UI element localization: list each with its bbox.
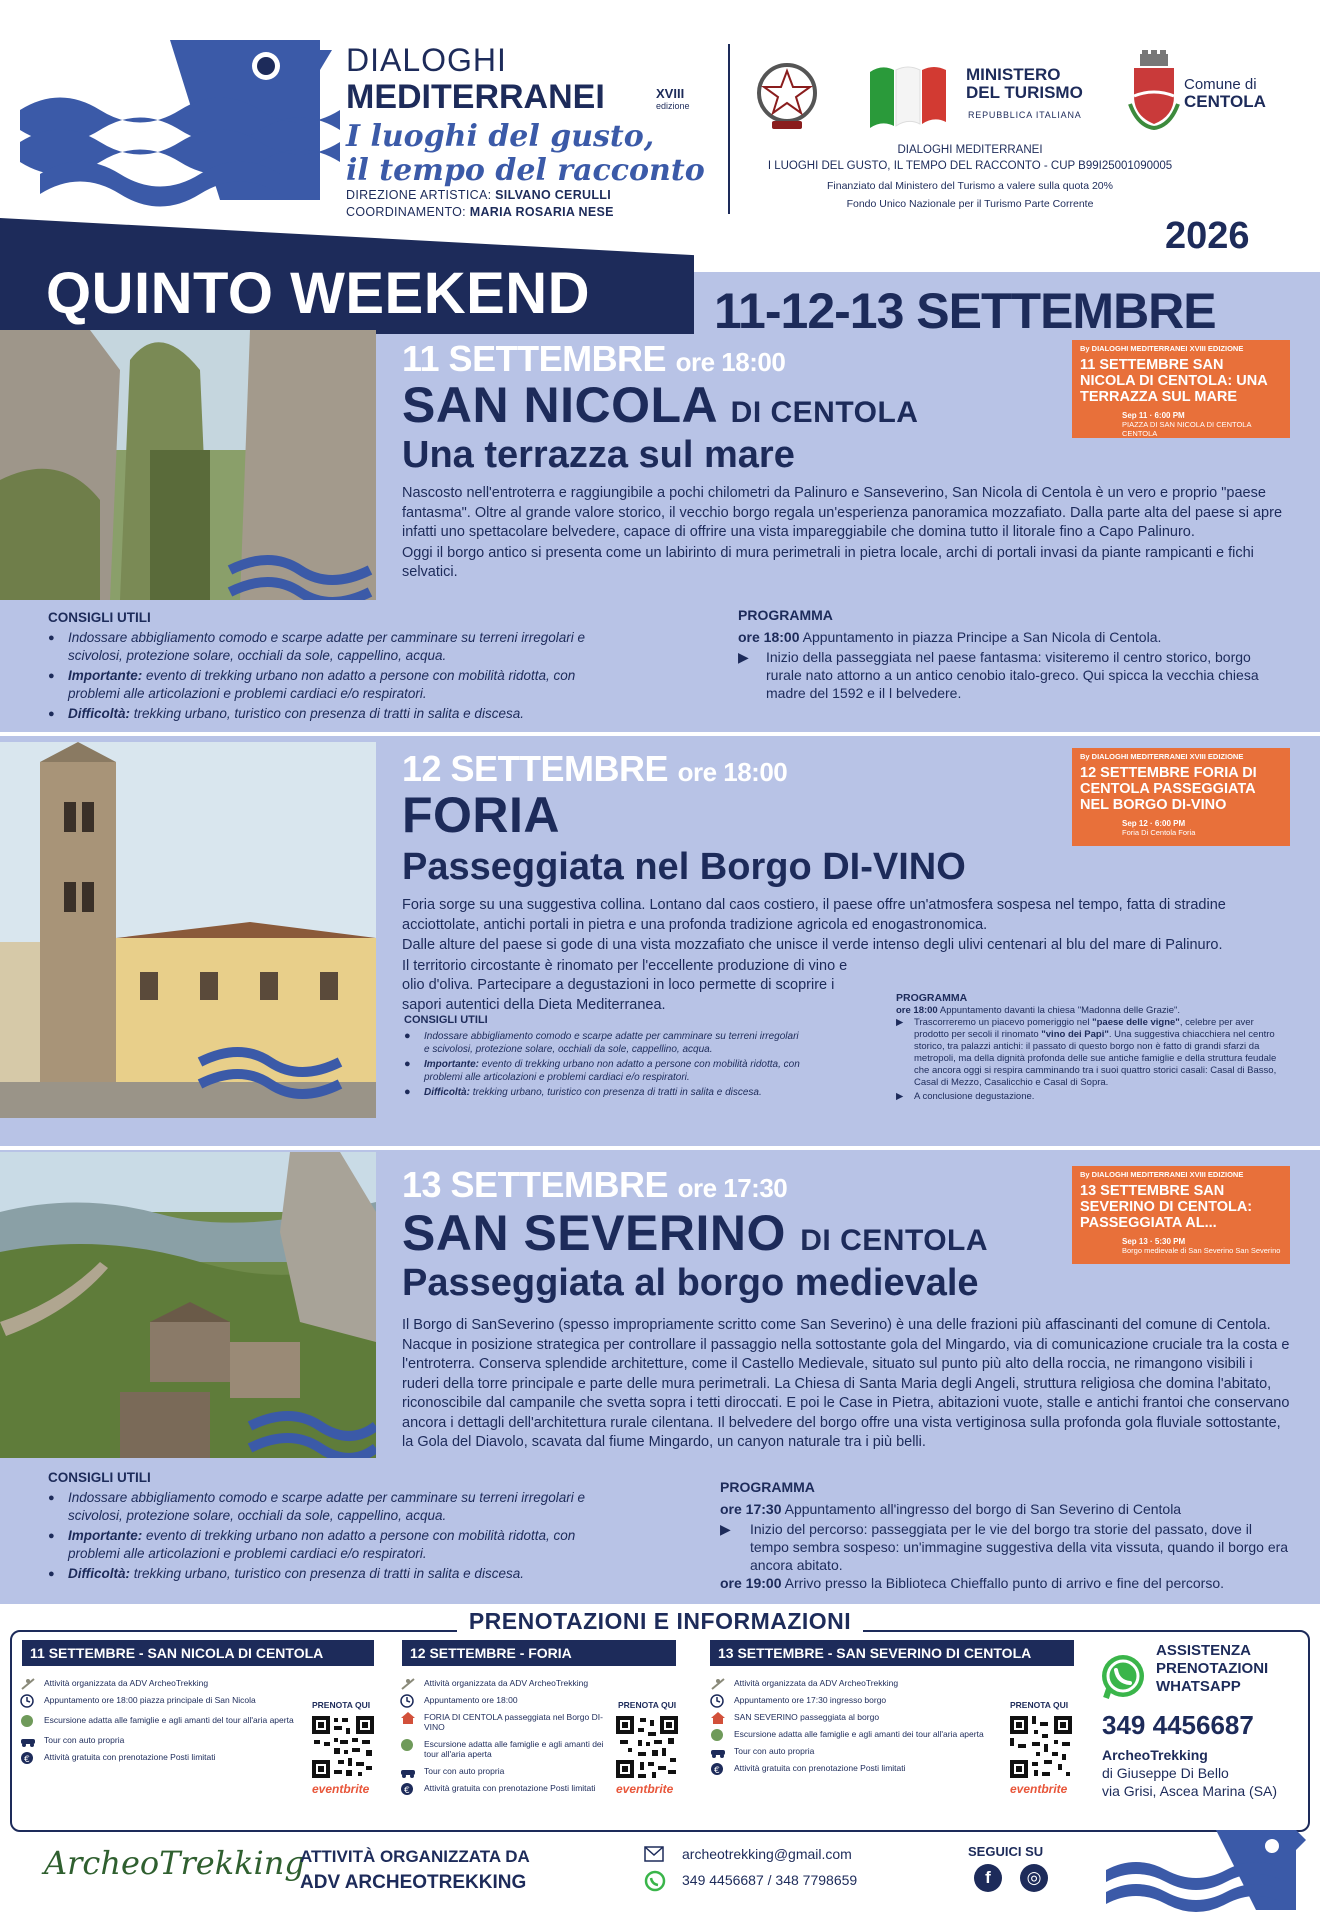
san-severino-date-text: 13 SETTEMBRE <box>402 1164 669 1205</box>
program-end-line <box>720 1574 1290 1592</box>
svg-text:€: € <box>714 1766 720 1776</box>
san-nicola-title-suffix: DI CENTOLA <box>730 396 919 429</box>
booking-item: Tour con auto propria <box>20 1735 302 1745</box>
clock-icon <box>400 1694 416 1708</box>
san-nicola-title-main: SAN NICOLA <box>402 377 717 433</box>
tips-title: CONSIGLI UTILI <box>48 1470 151 1485</box>
program-step: ▶ Inizio del percorso: passeggiata per le vie del borgo tra storie del passato, dove il tempo sembra sospeso: un'immagine suggestiva della vita vissuta, quando il borgo era ancora abitato. <box>720 1521 1289 1573</box>
italian-republic-emblem-icon <box>752 55 822 135</box>
ministry-line2: DEL TURISMO <box>966 83 1083 102</box>
booking-column-list <box>20 1678 302 1769</box>
follow-us-label: SEGUICI SU <box>968 1844 1044 1859</box>
qr-code-icon[interactable] <box>614 1714 680 1780</box>
artistic-direction-name: SILVANO CERULLI <box>495 188 611 202</box>
san-severino-description <box>402 1316 1290 1454</box>
event-card-title: 13 SETTEMBRE SAN SEVERINO DI CENTOLA: PASSEGGIATA AL... <box>1080 1183 1253 1231</box>
qr-code-icon[interactable] <box>310 1714 376 1780</box>
edition-numeral: XVIII <box>656 86 685 101</box>
booking-column-head: 13 SETTEMBRE - SAN SEVERINO DI CENTOLA <box>710 1640 1074 1666</box>
program-time: ore 17:30 <box>720 1501 782 1517</box>
whatsapp-icon <box>644 1870 666 1892</box>
event-card-datetime: Sep 11 · 6:00 PM <box>1122 411 1185 420</box>
booking-item: Escursione adatta alle famiglie e agli amanti dei tour all'aria aperta <box>710 1729 1000 1739</box>
program-time: ore 18:00 <box>896 1005 938 1016</box>
event-card-datetime: Sep 12 · 6:00 PM <box>1122 819 1186 828</box>
tips-list <box>48 629 628 723</box>
whatsapp-icon[interactable] <box>1098 1652 1148 1702</box>
car-icon <box>20 1734 36 1748</box>
booking-item: FORIA DI CENTOLA passeggiata nel Borgo DI-VINO <box>400 1712 608 1732</box>
artistic-direction <box>346 188 611 202</box>
ministry-name <box>966 66 1083 102</box>
foria-time: ore 18:00 <box>677 757 788 787</box>
san-severino-program <box>720 1478 1290 1592</box>
description-paragraph: Oggi il borgo antico si presenta come un labirinto di mura perimetrali in pietra locale, archi di portali invasi da piante rampicanti e fichi selvatici. <box>402 544 1254 580</box>
booking-column-head: 11 SETTEMBRE - SAN NICOLA DI CENTOLA <box>22 1640 374 1666</box>
festival-logo-waves <box>20 30 340 210</box>
ministry-line1: MINISTERO <box>966 65 1061 84</box>
arrow-right-icon: ▶ <box>738 649 749 665</box>
euro-icon <box>710 1762 726 1776</box>
hiker-icon <box>710 1677 726 1691</box>
event-card-location: PIAZZA DI SAN NICOLA DI CENTOLA CENTOLA <box>1122 420 1252 438</box>
funding-line3: Finanziato dal Ministero del Turismo a valere sulla quota 20% <box>827 180 1113 192</box>
funding-line1: DIALOGHI MEDITERRANEI <box>897 144 1043 156</box>
program-end-time: ore 19:00 <box>720 1575 782 1591</box>
san-nicola-time: ore 18:00 <box>675 347 786 377</box>
tip-item: ● Importante: evento di trekking urbano non adatto a persone con mobilità ridotta, con problemi alle articolazioni e problemi cardiaci e/o respiratori. <box>404 1058 804 1084</box>
booking-item: Tour con auto propria <box>710 1746 1000 1756</box>
foria-program <box>896 992 1290 1103</box>
coordination <box>346 205 614 219</box>
event-card-organizer: By DIALOGHI MEDITERRANEI XVIII EDIZIONE <box>1080 752 1244 761</box>
tagline-line2: il tempo del racconto <box>346 153 705 188</box>
eventbrite-brand: eventbrite <box>616 1782 674 1796</box>
program-first-text: Appuntamento davanti la chiesa "Madonna delle Grazie". <box>939 1005 1181 1016</box>
clock-icon <box>20 1694 36 1708</box>
edition-year: 2026 <box>1165 215 1250 257</box>
program-time: ore 18:00 <box>738 629 800 645</box>
weekend-dates: 11-12-13 SETTEMBRE <box>714 283 1216 339</box>
comune-label <box>1184 76 1266 111</box>
svg-text:€: € <box>404 1786 410 1796</box>
hiker-icon <box>400 1677 416 1691</box>
tip-item: ● Indossare abbigliamento comodo e scarpe adatte per camminare su terreni irregolari e scivolosi, protezione solare, occhiali da sole, cappellino, acqua. <box>404 1030 804 1056</box>
edition-word: edizione <box>656 101 690 111</box>
event-card-datetime: Sep 13 · 5:30 PM <box>1122 1237 1186 1246</box>
italian-flag-icon <box>868 60 948 130</box>
qr-label: PRENOTA QUI <box>618 1700 677 1710</box>
description-paragraph: Il Borgo di SanSeverino (spesso impropriamente scritto come San Severino) è una delle frazioni più affascinanti del comune di Centola. Nacque in posizione strategica per controllare il passaggio nella sottostante gola del Mingardo, via di comunicazione cruciale tra la costa e l'entroterra. Conserva splendide architetture, come il Castello Medievale, situato sul punto più alto della roccia, ne rimangono visibili i ruderi della torre principale e parte delle mura perimetrali. La Chiesa di Santa Maria degli Angeli, struttura religiosa che domina l'abitato, riconoscibile dal campanile che svetta sopra i tetti diroccati. E poi le Case in Pietra, abitazioni vuote, stalle e antichi frantoi che conservano ancora i dettagli dell'architettura rurale cilentana. Il belvedere del borgo offre una vista vertiginosa sulla profonda gola fluviale sottostante, la Gola del Diavolo, scavata dal fiume Mingardo, un canyon naturale tra i più belli. <box>402 1317 1290 1450</box>
funding-line4: Fondo Unico Nazionale per il Turismo Parte Corrente <box>846 198 1094 210</box>
header-divider <box>728 44 730 214</box>
artistic-direction-label: DIREZIONE ARTISTICA: <box>346 188 492 202</box>
program-step: ▶ Trascorreremo un piacevo pomeriggio nel "paese delle vigne", celebre per aver prodotto per secoli il rinomato "vino dei Papi". Una suggestiva chiacchiera nel centro storico, tra palazzi antichi: il passato di questo borgo non è fatto di grandi sfarzi da metropoli, ma della dignità profonda delle sue antiche famiglie e della struttura feudale che ancora oggi si respira camminando tra i suoi quattro storici casali: Casal di Basso, Casal di Mezzo, Casalicchio e Casal di Sopra. <box>896 1017 1277 1088</box>
qr-label: PRENOTA QUI <box>1010 1700 1069 1710</box>
footer-waves-logo <box>1106 1820 1312 1920</box>
event-card-organizer: By DIALOGHI MEDITERRANEI XVIII EDIZIONE <box>1080 344 1244 353</box>
hiker-icon <box>20 1677 36 1691</box>
san-severino-photo <box>0 1152 376 1458</box>
eventbrite-brand: eventbrite <box>1010 1782 1068 1796</box>
program-first-text: Appuntamento all'ingresso del borgo di San Severino di Centola <box>784 1501 1182 1517</box>
san-nicola-description <box>402 484 1290 584</box>
booking-column-head: 12 SETTEMBRE - FORIA <box>402 1640 676 1666</box>
tips-list <box>48 1489 628 1583</box>
booking-item: Appuntamento ore 18:00 <box>400 1695 608 1705</box>
tip-item: ● Difficoltà: trekking urbano, turistico con presenza di tratti in salita e discesa. <box>48 705 628 723</box>
foria-date <box>402 748 787 790</box>
organizer-address: via Grisi, Ascea Marina (SA) <box>1102 1783 1278 1799</box>
booking-item: Tour con auto propria <box>400 1766 608 1776</box>
tip-item: ● Importante: evento di trekking urbano non adatto a persone con mobilità ridotta, con problemi alle articolazioni e problemi cardiaci e/o respiratori. <box>48 667 628 703</box>
event-card-organizer: By DIALOGHI MEDITERRANEI XVIII EDIZIONE <box>1080 1170 1244 1179</box>
arrow-right-icon: ▶ <box>896 1017 904 1028</box>
description-paragraph: Il territorio circostante è rinomato per l'eccellente produzione di vino e olio d'oliva. Partecipare a degustazioni in loco permette di scoprire i sapori autentici della Dieta Mediterranea. <box>402 957 848 1013</box>
san-severino-subtitle: Passeggiata al borgo medievale <box>402 1262 979 1304</box>
tips-list <box>404 1030 804 1099</box>
booking-item: Escursione adatta alle famiglie e agli amanti del tour all'aria aperta <box>20 1715 302 1725</box>
house-icon <box>710 1711 726 1725</box>
booking-column-list <box>710 1678 1000 1780</box>
booking-column-list <box>400 1678 608 1800</box>
program-step: ▶ A conclusione degustazione. <box>896 1091 1035 1102</box>
program-first-line <box>896 1005 1290 1017</box>
san-severino-event-card[interactable] <box>1072 1166 1290 1264</box>
san-nicola-program <box>738 606 1278 702</box>
euro-icon <box>20 1751 36 1765</box>
festival-tagline <box>346 120 705 188</box>
footer-phones[interactable]: 349 4456687 / 348 7798659 <box>682 1872 858 1888</box>
eventbrite-brand: eventbrite <box>312 1782 370 1796</box>
san-nicola-date-text: 11 SETTEMBRE <box>402 338 667 379</box>
tips-title: CONSIGLI UTILI <box>48 610 151 625</box>
foria-event-card[interactable] <box>1072 748 1290 846</box>
qr-label: PRENOTA QUI <box>312 1700 371 1710</box>
tip-item: ● Indossare abbigliamento comodo e scarpe adatte per camminare su terreni irregolari e scivolosi, protezione solare, occhiali da sole, cappellino, acqua. <box>48 1489 628 1525</box>
foria-date-text: 12 SETTEMBRE <box>402 748 669 789</box>
weekend-title: QUINTO WEEKEND <box>46 261 591 326</box>
house-icon <box>400 1711 416 1725</box>
landscape-icon <box>710 1728 726 1742</box>
euro-icon <box>400 1782 416 1796</box>
event-card-location: Foria Di Centola Foria <box>1122 828 1196 837</box>
program-title: PROGRAMMA <box>896 992 968 1004</box>
foria-photo <box>0 742 376 1118</box>
foria-title: FORIA <box>402 787 561 843</box>
coordination-label: COORDINAMENTO: <box>346 205 466 219</box>
tips-title: CONSIGLI UTILI <box>404 1014 488 1026</box>
san-nicola-subtitle: Una terrazza sul mare <box>402 434 795 476</box>
tip-item: ● Indossare abbigliamento comodo e scarpe adatte per camminare su terreni irregolari e scivolosi, protezione solare, occhiali da sole, cappellino, acqua. <box>48 629 628 665</box>
san-severino-title <box>402 1204 988 1262</box>
whatsapp-phone[interactable]: 349 4456687 <box>1102 1710 1254 1740</box>
organizer-owner: di Giuseppe Di Bello <box>1102 1765 1229 1781</box>
foria-subtitle: Passeggiata nel Borgo DI-VINO <box>402 846 966 888</box>
event-card-title: 12 SETTEMBRE FORIA DI CENTOLA PASSEGGIATA NEL BORGO DI-VINO <box>1080 765 1257 813</box>
arrow-right-icon: ▶ <box>720 1521 731 1537</box>
comune-line2: CENTOLA <box>1184 92 1266 111</box>
san-severino-date <box>402 1164 787 1206</box>
clock-icon <box>710 1694 726 1708</box>
foria-tips <box>404 1014 804 1101</box>
tagline-line1: I luoghi del gusto, <box>346 119 655 154</box>
program-title: PROGRAMMA <box>720 1479 815 1495</box>
program-first-text: Appuntamento in piazza Principe a San Nicola di Centola. <box>802 629 1162 645</box>
booking-item: Appuntamento ore 17:30 ingresso borgo <box>710 1695 1000 1705</box>
comune-line1: Comune di <box>1184 76 1257 93</box>
organizer-info <box>1102 1746 1277 1800</box>
booking-item: € Attività gratuita con prenotazione Posti limitati <box>710 1763 1000 1773</box>
program-first-line <box>720 1500 1290 1518</box>
booking-item: Appuntamento ore 18:00 piazza principale di San Nicola <box>20 1695 302 1705</box>
festival-name-line1: DIALOGHI <box>346 42 507 78</box>
svg-text:€: € <box>24 1755 30 1765</box>
comune-crest-icon <box>1128 50 1180 130</box>
facebook-icon[interactable]: f <box>974 1864 1002 1892</box>
funding-line2: I LUOGHI DEL GUSTO, IL TEMPO DEL RACCONTO - CUP B99I25001090005 <box>767 160 1173 172</box>
arrow-right-icon: ▶ <box>896 1091 904 1102</box>
car-icon <box>400 1765 416 1779</box>
whatsapp-title: ASSISTENZA PRENOTAZIONI WHATSAPP <box>1156 1642 1269 1695</box>
description-paragraph: Dalle alture del paese si gode di una vista mozzafiato che unisce il verde intenso degli ulivi centenari al blu del mare di Palinuro. <box>402 937 1223 953</box>
ministry-sub: REPUBBLICA ITALIANA <box>968 110 1082 120</box>
event-card-meta <box>1122 819 1282 837</box>
booking-title: PRENOTAZIONI E INFORMAZIONI <box>0 1608 1320 1635</box>
landscape-icon <box>400 1738 416 1752</box>
program-title: PROGRAMMA <box>738 607 833 623</box>
event-card-meta <box>1122 1237 1282 1255</box>
booking-item: SAN SEVERINO passeggiata al borgo <box>710 1712 1000 1722</box>
coordination-name: MARIA ROSARIA NESE <box>469 205 614 219</box>
booking-item: € Attività gratuita con prenotazione Posti limitati <box>400 1783 608 1793</box>
booking-item: € Attività gratuita con prenotazione Posti limitati <box>20 1752 302 1762</box>
san-nicola-tips <box>48 610 628 725</box>
booking-item: Escursione adatta alle famiglie e agli amanti dei tour all'aria aperta <box>400 1739 608 1759</box>
san-severino-title-suffix: DI CENTOLA <box>800 1224 989 1257</box>
san-nicola-date <box>402 338 785 380</box>
landscape-icon <box>20 1714 36 1728</box>
program-first-line <box>738 628 1278 646</box>
program-end-text: Arrivo presso la Biblioteca Chieffallo punto di arrivo e fine del percorso. <box>784 1575 1225 1591</box>
car-icon <box>710 1745 726 1759</box>
tip-item: ● Difficoltà: trekking urbano, turistico con presenza di tratti in salita e discesa. <box>404 1086 804 1099</box>
tip-item: ● Difficoltà: trekking urbano, turistico con presenza di tratti in salita e discesa. <box>48 1565 628 1583</box>
booking-item: Attività organizzata da ADV ArcheoTrekking <box>710 1678 1000 1688</box>
san-severino-tips <box>48 1470 628 1585</box>
archeotrekking-logo: ArcheoTrekking <box>44 1844 305 1882</box>
qr-code-icon[interactable] <box>1008 1714 1074 1780</box>
tip-item: ● Importante: evento di trekking urbano non adatto a persone con mobilità ridotta, con problemi alle articolazioni e problemi cardiaci e/o respiratori. <box>48 1527 628 1563</box>
description-paragraph: Nascosto nell'entroterra e raggiungibile a pochi chilometri da Palinuro e Sanseverino, San Nicola di Centola è un vero e proprio "paese fantasma". Oltre al grande valore storico, il vecchio borgo regala un'esperienza panoramica mozzafiato. Dalla parte alta del paese si apre infatti uno spettacolare belvedere, capace di offrire una vista impareggiabile che domina tutto il litorale fino a Capo Palinuro. <box>402 485 1283 540</box>
organizer-footer: ATTIVITÀ ORGANIZZATA DA ADV ARCHEOTREKKING <box>300 1847 530 1893</box>
description-paragraph: Foria sorge su una suggestiva collina. Lontano dal caos costiero, il paese offre un'atmosfera sospesa nel tempo, fatta di stradine acciottolate, antichi portali in pietra e una profonda tradizione agricola ed enogastronomica. <box>402 897 1226 933</box>
email-icon <box>644 1846 664 1862</box>
san-nicola-photo <box>0 330 376 600</box>
event-card-meta <box>1122 411 1282 438</box>
booking-item: Attività organizzata da ADV ArcheoTrekking <box>400 1678 608 1688</box>
organizer-name: ArcheoTrekking <box>1102 1747 1208 1763</box>
event-card-title: 11 SETTEMBRE SAN NICOLA DI CENTOLA: UNA TERRAZZA SUL MARE <box>1080 357 1268 405</box>
footer-email[interactable]: archeotrekking@gmail.com <box>682 1846 852 1862</box>
event-card-location: Borgo medievale di San Severino San Severino <box>1122 1246 1281 1255</box>
san-severino-time: ore 17:30 <box>677 1173 788 1203</box>
san-nicola-event-card[interactable] <box>1072 340 1290 438</box>
program-step: ▶ Inizio della passeggiata nel paese fantasma: visiteremo il centro storico, borgo rurale nato attorno a un antico cenobio italo-greco. Qui spicca la vecchia chiesa madre del 1592 e il l belvedere. <box>738 649 1259 701</box>
instagram-icon[interactable]: ◎ <box>1020 1864 1048 1892</box>
san-severino-title-main: SAN SEVERINO <box>402 1205 786 1261</box>
san-nicola-title <box>402 376 918 434</box>
festival-name-line2: MEDITERRANEI <box>346 78 605 116</box>
booking-item: Attività organizzata da ADV ArcheoTrekking <box>20 1678 302 1688</box>
